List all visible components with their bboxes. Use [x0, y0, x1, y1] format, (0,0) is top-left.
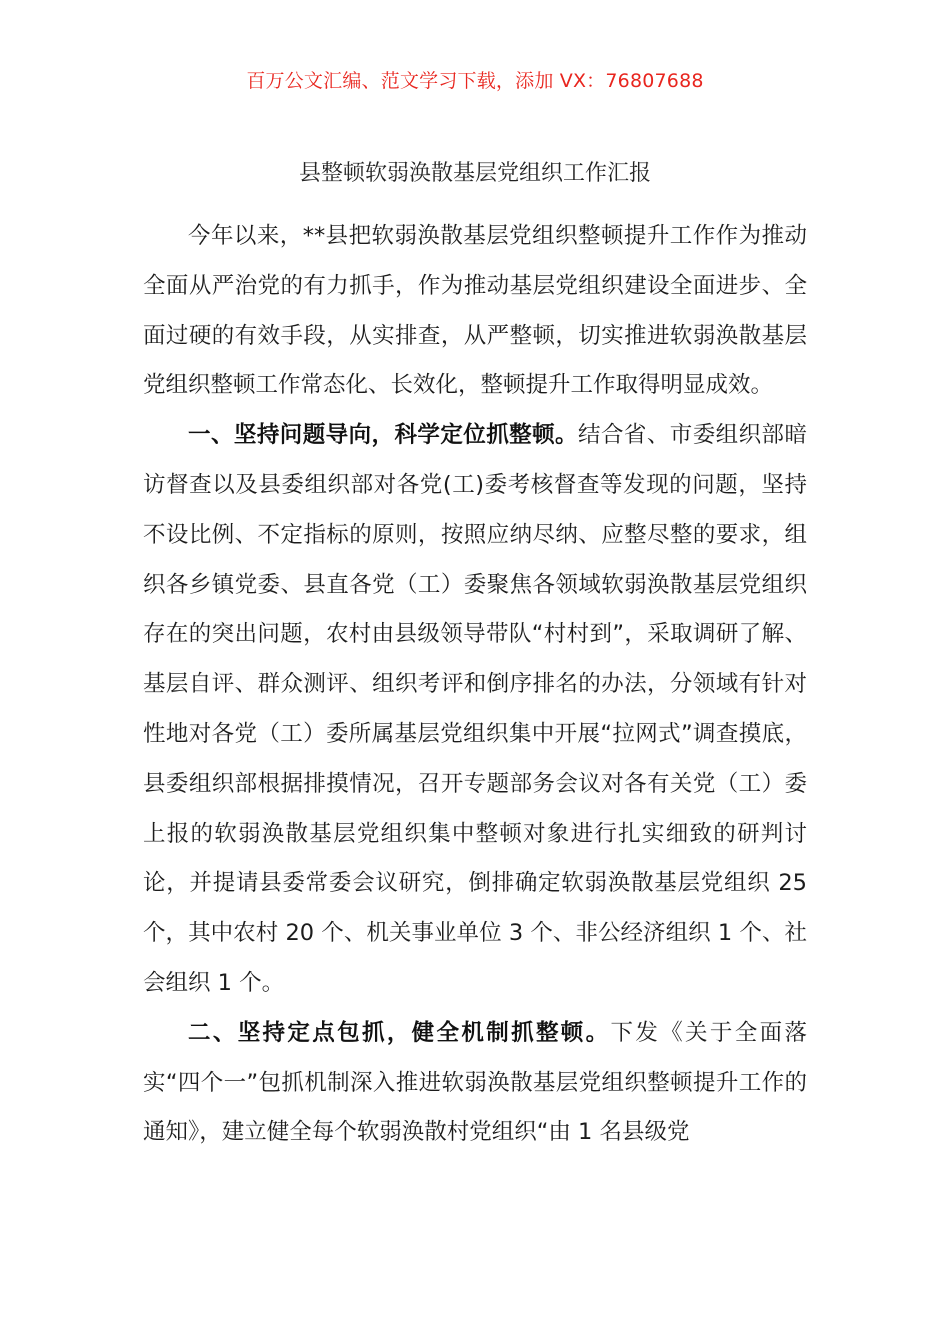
section-text-1: 结合省、市委组织部暗访督查以及县委组织部对各党(工)委考核督查等发现的问题，坚持不设比例、不定指标的原则，按照应纳尽纳、应整尽整的要求，组织各乡镇党委、县直各党（工）委聚焦各领域软弱涣散基层党组织存在的突出问题，农村由县级领导带队“村村到”，采取调研了解、基层自评、群众测评、组织考评和倒序排名的办法，分领域有针对性地对各党（工）委所属基层党组织集中开展“拉网式”调查摸底，县委组织部根据排摸情况，召开专题部务会议对各有关党（工）委上报的软弱涣散基层党组织集中整顿对象进行扎实细致的研判讨论，并提请县委常委会议研究，倒排确定软弱涣散基层党组织 25 个，其中农村 20 个、机关事业单位 3 个、非公经济组织 1 个、社会组织 1 个。 — [143, 422, 807, 996]
section-paragraph-2 — [143, 1009, 807, 1158]
document-title: 县整顿软弱涣散基层党组织工作汇报 — [298, 161, 651, 186]
section-heading-2: 二、坚持定点包抓，健全机制抓整顿。 — [188, 1019, 611, 1046]
section-text-2: 下发《关于全面落实“四个一”包抓机制深入推进软弱涣散基层党组织整顿提升工作的通知》，建立健全每个软弱涣散村党组织“由 1 名县级党 — [143, 1019, 807, 1146]
watermark-text: 百万公文汇编、范文学习下载，添加 VX：76807688 — [246, 70, 704, 92]
section-paragraph-1 — [143, 411, 807, 1009]
section-heading-1: 一、坚持问题导向，科学定位抓整顿。 — [188, 422, 578, 449]
intro-paragraph: 今年以来，**县把软弱涣散基层党组织整顿提升工作作为推动全面从严治党的有力抓手，作为推动基层党组织建设全面进步、全面过硬的有效手段，从实排查，从严整顿，切实推进软弱涣散基层党组织整顿工作常态化、长效化，整顿提升工作取得明显成效。 — [143, 223, 807, 399]
document-body — [143, 212, 807, 1158]
